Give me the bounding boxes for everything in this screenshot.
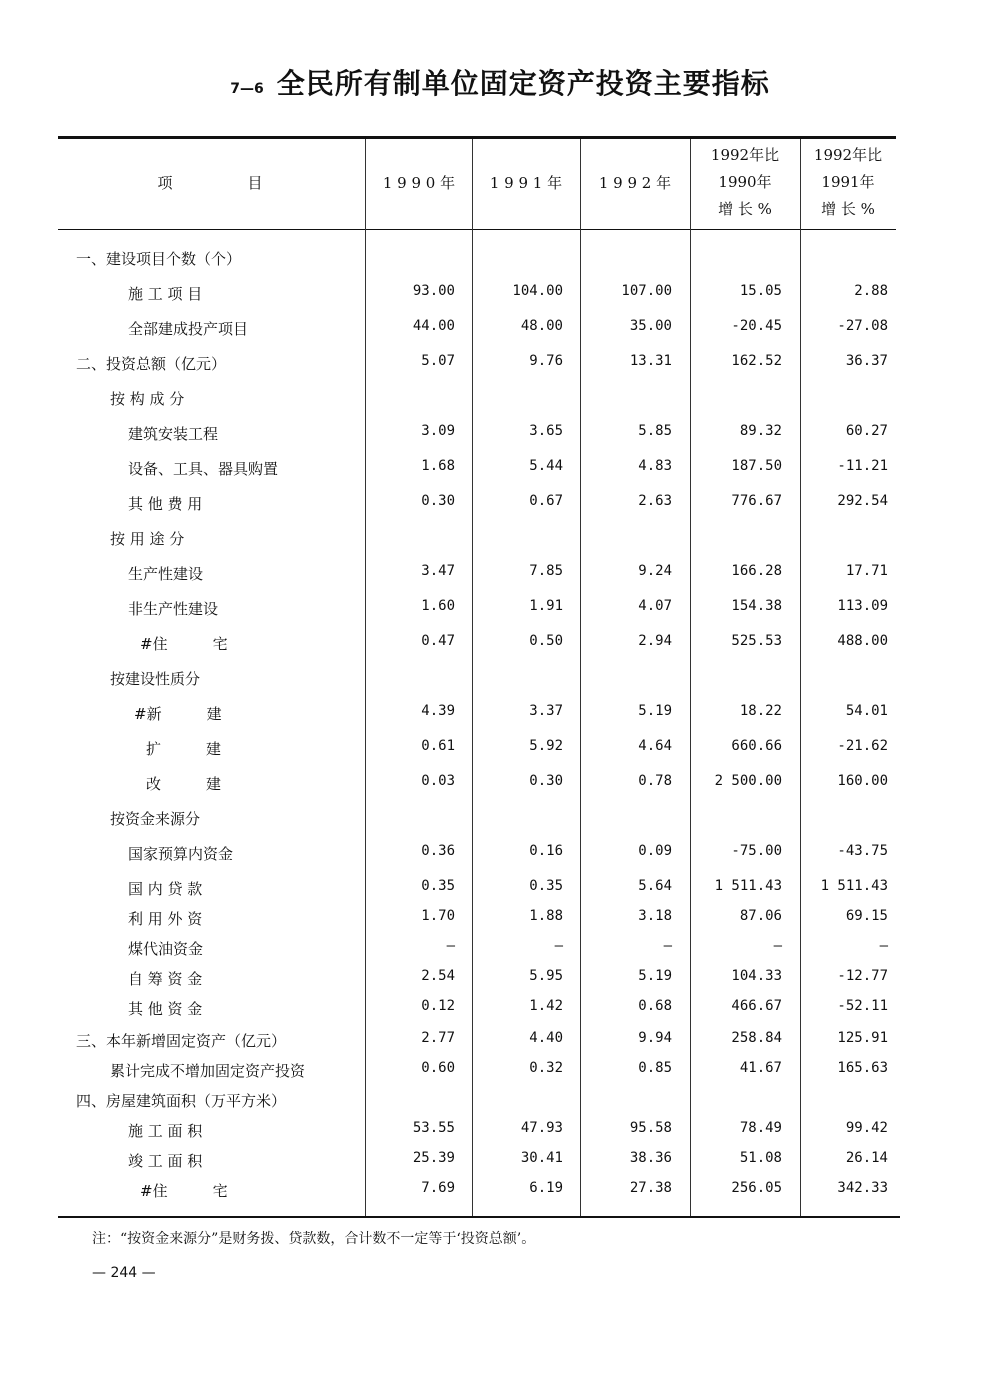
table-row [0, 738, 1000, 768]
row-value: 6.19 [529, 1180, 563, 1196]
table-row [0, 458, 1000, 488]
row-value: 15.05 [739, 283, 782, 299]
row-label: 全部建成投产项目 [128, 320, 249, 338]
row-value: 41.67 [739, 1060, 782, 1076]
row-value: 35.00 [629, 318, 672, 334]
row-value: 0.03 [421, 773, 455, 789]
row-value: 69.15 [845, 908, 888, 924]
row-value: 38.36 [629, 1150, 672, 1166]
row-value: 0.78 [638, 773, 672, 789]
row-value: 0.30 [421, 493, 455, 509]
row-value: 104.00 [512, 283, 563, 299]
table-row [0, 668, 1000, 698]
row-value: 1 511.43 [714, 878, 782, 894]
row-value: 154.38 [731, 598, 782, 614]
row-label: 按资金来源分 [110, 810, 201, 828]
table-number: 7—6 [230, 81, 264, 97]
row-value: 0.30 [529, 773, 563, 789]
row-label: 建筑安装工程 [128, 425, 219, 443]
row-value: — [663, 938, 672, 954]
row-label: #新 建 [134, 705, 222, 723]
row-value: 1.88 [529, 908, 563, 924]
table-row [0, 843, 1000, 873]
row-value: 160.00 [837, 773, 888, 789]
row-value: 0.16 [529, 843, 563, 859]
table-row [0, 878, 1000, 908]
row-value: 78.49 [739, 1120, 782, 1136]
table-row [0, 808, 1000, 838]
row-value: 4.64 [638, 738, 672, 754]
row-value: 5.64 [638, 878, 672, 894]
row-label: 生产性建设 [128, 565, 204, 583]
row-label: 施 工 项 目 [128, 285, 203, 303]
row-value: 54.01 [845, 703, 888, 719]
row-value: 292.54 [837, 493, 888, 509]
header-growth-vs-1991: 1992年比 1991年 增 长 % [813, 146, 883, 218]
row-value: 4.83 [638, 458, 672, 474]
page-number: — 244 — [92, 1265, 156, 1281]
row-value: 165.63 [837, 1060, 888, 1076]
row-value: 1.91 [529, 598, 563, 614]
row-value: 3.18 [638, 908, 672, 924]
row-value: -75.00 [731, 843, 782, 859]
row-label: 改 建 [146, 775, 222, 793]
row-value: 3.09 [421, 423, 455, 439]
row-value: 3.47 [421, 563, 455, 579]
row-value: 13.31 [629, 353, 672, 369]
row-value: -43.75 [837, 843, 888, 859]
table-row [0, 1030, 1000, 1060]
row-value: 0.12 [421, 998, 455, 1014]
row-value: 3.65 [529, 423, 563, 439]
row-value: 53.55 [412, 1120, 455, 1136]
row-value: 60.27 [845, 423, 888, 439]
row-label: 自 筹 资 金 [128, 970, 203, 988]
row-value: 104.33 [731, 968, 782, 984]
row-value: 0.47 [421, 633, 455, 649]
row-label: 竣 工 面 积 [128, 1152, 203, 1170]
row-label: 利 用 外 资 [128, 910, 203, 928]
row-label: 按 用 途 分 [110, 530, 185, 548]
row-label: 扩 建 [146, 740, 222, 758]
row-value: 162.52 [731, 353, 782, 369]
row-value: 36.37 [845, 353, 888, 369]
row-value: 2 500.00 [714, 773, 782, 789]
row-value: 5.07 [421, 353, 455, 369]
table-row [0, 1180, 1000, 1210]
row-value: — [446, 938, 455, 954]
row-value: 26.14 [845, 1150, 888, 1166]
row-value: 7.85 [529, 563, 563, 579]
row-value: 776.67 [731, 493, 782, 509]
table-row [0, 528, 1000, 558]
row-value: 256.05 [731, 1180, 782, 1196]
row-value: 93.00 [412, 283, 455, 299]
row-value: 2.94 [638, 633, 672, 649]
row-value: 258.84 [731, 1030, 782, 1046]
row-value: 9.76 [529, 353, 563, 369]
row-value: -52.11 [837, 998, 888, 1014]
row-value: 5.85 [638, 423, 672, 439]
table-row [0, 1120, 1000, 1150]
table-title: 全民所有制单位固定资产投资主要指标 [276, 67, 770, 100]
row-value: — [773, 938, 782, 954]
row-value: — [879, 938, 888, 954]
row-value: 27.38 [629, 1180, 672, 1196]
table-row [0, 318, 1000, 348]
row-value: 0.68 [638, 998, 672, 1014]
table-row [0, 353, 1000, 383]
table-row [0, 248, 1000, 278]
header-item: 项 目 [157, 174, 263, 192]
row-label: 其 他 费 用 [128, 495, 203, 513]
row-value: 89.32 [739, 423, 782, 439]
row-value: 30.41 [520, 1150, 563, 1166]
table-row [0, 968, 1000, 998]
row-value: 1.68 [421, 458, 455, 474]
row-value: 107.00 [621, 283, 672, 299]
row-value: 95.58 [629, 1120, 672, 1136]
row-value: 0.09 [638, 843, 672, 859]
row-value: 342.33 [837, 1180, 888, 1196]
row-value: -20.45 [731, 318, 782, 334]
table-row [0, 598, 1000, 628]
row-value: 9.94 [638, 1030, 672, 1046]
row-value: -12.77 [837, 968, 888, 984]
row-value: 0.85 [638, 1060, 672, 1076]
table-row [0, 563, 1000, 593]
table-row [0, 773, 1000, 803]
row-value: 51.08 [739, 1150, 782, 1166]
row-value: -11.21 [837, 458, 888, 474]
row-value: 0.35 [421, 878, 455, 894]
header-rule [58, 229, 896, 230]
row-value: 0.67 [529, 493, 563, 509]
row-value: — [554, 938, 563, 954]
row-label: 设备、工具、器具购置 [128, 460, 279, 478]
row-label: 三、本年新增固定资产（亿元） [76, 1032, 287, 1050]
table-row [0, 283, 1000, 313]
row-value: 4.40 [529, 1030, 563, 1046]
row-value: 4.07 [638, 598, 672, 614]
footnote: 注：“按资金来源分”是财务拨、贷款数，合计数不一定等于‘投资总额’。 [92, 1231, 536, 1247]
table-row [0, 388, 1000, 418]
table-row [0, 908, 1000, 938]
row-value: 0.50 [529, 633, 563, 649]
row-value: 0.36 [421, 843, 455, 859]
row-value: 2.54 [421, 968, 455, 984]
row-value: 466.67 [731, 998, 782, 1014]
row-value: 5.19 [638, 703, 672, 719]
row-value: 7.69 [421, 1180, 455, 1196]
row-label: 按建设性质分 [110, 670, 201, 688]
row-value: 87.06 [739, 908, 782, 924]
row-label: 按 构 成 分 [110, 390, 185, 408]
page-title [0, 62, 1000, 102]
row-label: 二、投资总额（亿元） [76, 355, 227, 373]
row-value: 5.19 [638, 968, 672, 984]
row-value: 1.60 [421, 598, 455, 614]
row-label: #住 宅 [140, 635, 228, 653]
row-value: 48.00 [520, 318, 563, 334]
bottom-rule [58, 1216, 900, 1218]
row-value: 44.00 [412, 318, 455, 334]
row-label: 累计完成不增加固定资产投资 [110, 1062, 306, 1080]
row-value: 0.61 [421, 738, 455, 754]
header-1991: 1 9 9 1 年 [489, 174, 563, 192]
row-label: 非生产性建设 [128, 600, 219, 618]
row-value: -27.08 [837, 318, 888, 334]
row-label: 四、房屋建筑面积（万平方米） [76, 1092, 287, 1110]
row-value: 2.63 [638, 493, 672, 509]
row-label: 煤代油资金 [128, 940, 204, 958]
top-rule [58, 136, 896, 139]
row-value: 5.44 [529, 458, 563, 474]
row-value: -21.62 [837, 738, 888, 754]
table-row [0, 938, 1000, 968]
row-value: 1.42 [529, 998, 563, 1014]
row-value: 0.32 [529, 1060, 563, 1076]
header-1990: 1 9 9 0 年 [382, 174, 456, 192]
row-value: 4.39 [421, 703, 455, 719]
row-value: 25.39 [412, 1150, 455, 1166]
row-value: 0.60 [421, 1060, 455, 1076]
row-value: 99.42 [845, 1120, 888, 1136]
table-row [0, 998, 1000, 1028]
row-value: 166.28 [731, 563, 782, 579]
table-row [0, 423, 1000, 453]
row-value: 660.66 [731, 738, 782, 754]
row-value: 2.88 [854, 283, 888, 299]
row-value: 47.93 [520, 1120, 563, 1136]
table-row [0, 1090, 1000, 1120]
row-label: 一、建设项目个数（个） [76, 250, 242, 268]
row-value: 488.00 [837, 633, 888, 649]
row-value: 5.95 [529, 968, 563, 984]
row-value: 17.71 [845, 563, 888, 579]
row-value: 2.77 [421, 1030, 455, 1046]
row-value: 1 511.43 [820, 878, 888, 894]
header-1992: 1 9 9 2 年 [598, 174, 672, 192]
table-row [0, 1150, 1000, 1180]
row-label: #住 宅 [140, 1182, 228, 1200]
row-value: 187.50 [731, 458, 782, 474]
table-row [0, 493, 1000, 523]
row-value: 0.35 [529, 878, 563, 894]
row-label: 施 工 面 积 [128, 1122, 203, 1140]
row-value: 3.37 [529, 703, 563, 719]
table-row [0, 633, 1000, 663]
row-label: 国家预算内资金 [128, 845, 234, 863]
row-label: 其 他 资 金 [128, 1000, 203, 1018]
header-growth-vs-1990: 1992年比 1990年 增 长 % [710, 146, 780, 218]
table-row [0, 1060, 1000, 1090]
row-label: 国 内 贷 款 [128, 880, 203, 898]
row-value: 525.53 [731, 633, 782, 649]
row-value: 125.91 [837, 1030, 888, 1046]
row-value: 5.92 [529, 738, 563, 754]
row-value: 18.22 [739, 703, 782, 719]
table-row [0, 703, 1000, 733]
row-value: 9.24 [638, 563, 672, 579]
row-value: 1.70 [421, 908, 455, 924]
row-value: 113.09 [837, 598, 888, 614]
